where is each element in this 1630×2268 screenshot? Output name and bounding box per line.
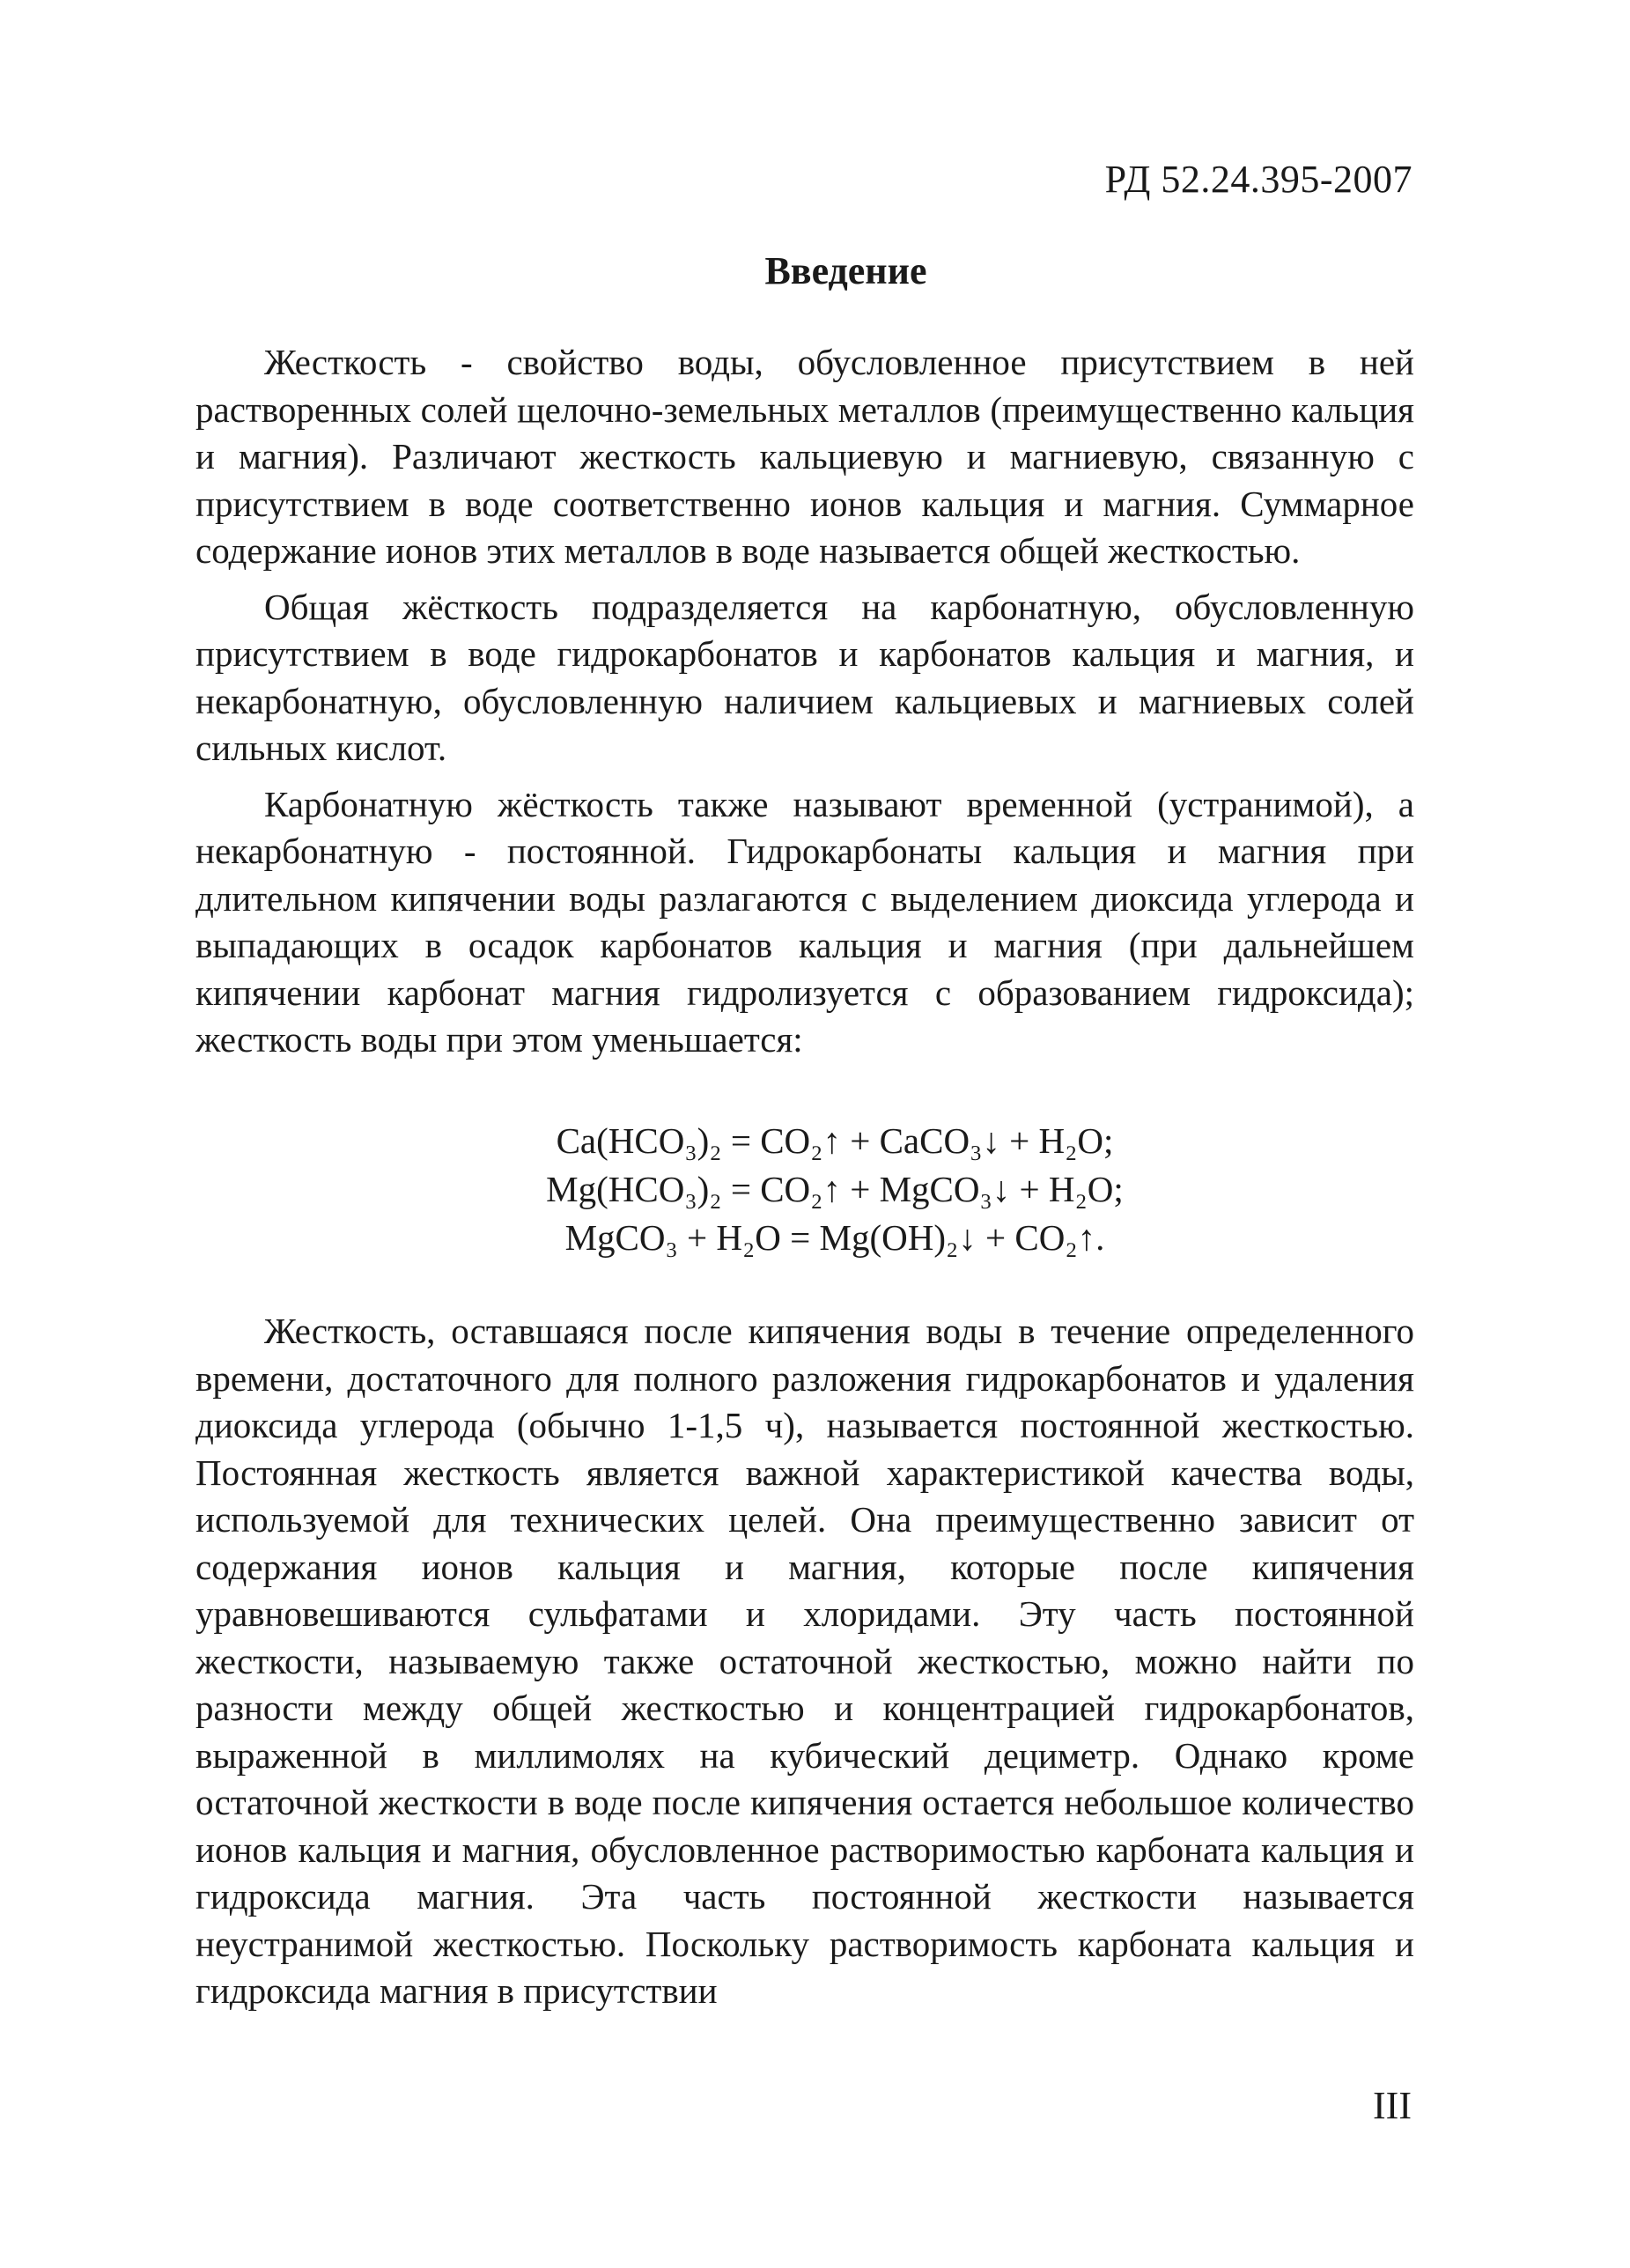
equation-magnesium: Mg(HCO₃)₂ = CO₂↑ + MgCO₃↓ + H₂O; bbox=[546, 1169, 1124, 1209]
page-number: III bbox=[1373, 2084, 1412, 2127]
chemical-equations bbox=[0, 1117, 1630, 1262]
intro-text-block bbox=[195, 339, 1414, 1064]
paragraph-permanent-hardness: Жесткость, оставшаяся после кипячения воды в течение определенного времени, достаточного для полного разложения гидрокарбонатов и удаления диоксида углерода (обычно 1-1,5 ч), называется постоянной жесткостью. Постоянная жесткость является важной характеристикой качества воды, используемой для технических целей. Она преимущественно зависит от содержания ионов кальция и магния, которые после кипячения уравновешиваются сульфатами и хлоридами. Эту часть постоянной жесткости, называемую также остаточной жесткостью, можно найти по разности между общей жесткостью и концентрацией гидрокарбонатов, выраженной в миллимолях на кубический дециметр. Однако кроме остаточной жесткости в воде после кипячения остается небольшое количество ионов кальция и магния, обусловленное растворимостью карбоната кальция и гидроксида магния. Эта часть постоянной жесткости называется неустранимой жесткостью. Поскольку растворимость карбоната кальция и гидроксида магния в присутствии bbox=[195, 1311, 1414, 2011]
permanent-hardness-text-block bbox=[195, 1308, 1414, 2015]
document-code: РД 52.24.395-2007 bbox=[1104, 158, 1412, 201]
equation-hydrolysis: MgCO₃ + H₂O = Mg(OH)₂↓ + CO₂↑. bbox=[564, 1217, 1105, 1258]
equation-calcium: Ca(HCO₃)₂ = CO₂↑ + CaCO₃↓ + H₂O; bbox=[556, 1120, 1114, 1161]
paragraph-hardness-definition: Жесткость - свойство воды, обусловленное присутствием в ней растворенных солей щелочно-земельных металлов (преимущественно кальция и магния). Различают жесткость кальциевую и магниевую, связанную с присутствием в воде соответственно ионов кальция и магния. Суммарное содержание ионов этих металлов в воде называется общей жесткостью. bbox=[195, 342, 1414, 571]
section-title: Введение bbox=[764, 249, 927, 292]
paragraph-total-hardness: Общая жёсткость подразделяется на карбонатную, обусловленную присутствием в воде гидрокарбонатов и карбонатов кальция и магния, и некарбонатную, обусловленную наличием кальциевых и магниевых солей сильных кислот. bbox=[195, 586, 1414, 768]
paragraph-carbonate-hardness: Карбонатную жёсткость также называют временной (устранимой), а некарбонатную - постоянной. Гидрокарбонаты кальция и магния при длительном кипячении воды разлагаются с выделением диоксида углерода и выпадающих в осадок карбонатов кальция и магния (при дальнейшем кипячении карбонат магния гидролизуется с образованием гидроксида); жесткость воды при этом уменьшается: bbox=[195, 783, 1414, 1060]
